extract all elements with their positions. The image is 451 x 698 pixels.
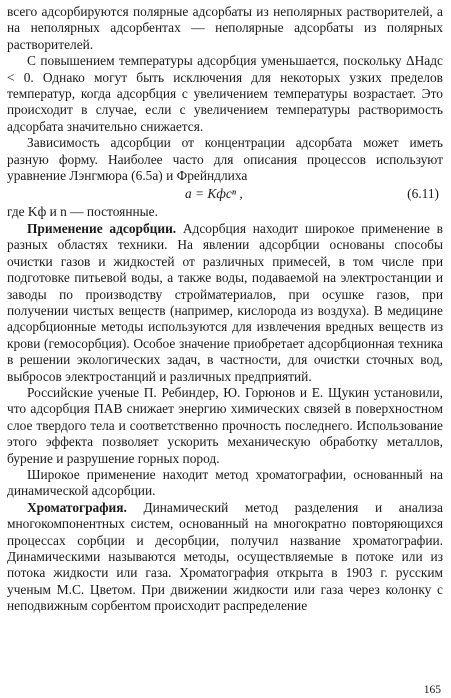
section-heading-applications: Применение адсорбции. <box>27 220 177 236</box>
chromatography-text: Динамический метод разделения и анализа многокомпонентных систем, основанный на многократно повторяющихся процессах сорбции и десорбции, получил название хроматографии. Динамическими называются методы, осуществляемые в потоке или из потока жидкости или газа. Хроматография открыта в 1903 г. русским ученым М.С. Цветом. При движении жидкости или газа через колонку с неподвижным сорбентом происходит распределение <box>7 499 443 614</box>
formula-expression: a = Kфcⁿ , <box>185 186 243 202</box>
paragraph-temperature: С повышением температуры адсорбция уменьшается, поскольку ΔHадс < 0. Однако могут быть исключения для некоторых узких пределов температур, когда адсорбция с увеличением температуры возрастает. Это происходит в случае, если с увеличением температуры растворимость адсорбата значительно снижается. <box>7 53 443 134</box>
paragraph-polar-adsorbates: всего адсорбируются полярные адсорбаты из неполярных растворителей, а на неполярных адсорбентах — неполярные адсорбаты из полярных растворителей. <box>7 4 443 52</box>
formula-note: где Kф и n — постоянные. <box>7 204 158 220</box>
equation-number: (6.11) <box>407 186 439 202</box>
applications-text: Адсорбция находит широкое применение в разных областях техники. На явлении адсорбции основаны способы очистки газов и жидкостей от различных примесей, в том числе при подготовке питьевой воды, а также воды, подаваемой на электростанции и заводы по производству стройматериалов, при осушке газов, при получении чистых веществ (например, кислорода из воздуха). В медицине адсорбционные методы используются для извлечения вредных веществ из крови (гемосорбция). Особое значение приобретает адсорбционная техника в решении экологических задач, в частности, для очистки сточных вод, выбросов электростанций и различных предприятий. <box>7 220 443 384</box>
paragraph-chromatography <box>7 500 443 615</box>
paragraph-chromatography-use: Широкое применение находит метод хроматографии, основанный на динамической адсорбции. <box>7 466 443 499</box>
section-heading-chromatography: Хроматография. <box>27 499 127 515</box>
page-number: 165 <box>423 684 441 696</box>
freundlich-equation <box>7 184 443 204</box>
paragraph-rebinder: Российские ученые П. Ребиндер, Ю. Горюнов и Е. Щукин установили, что адсорбция ПАВ снижает энергию химических связей в поверхностном слое твердого тела и соответственно прочность последнего. Использование этого эффекта позволяет ускорить механическую обработку металлов, бурение и разрушение горных пород. <box>7 384 443 466</box>
paragraph-concentration: Зависимость адсорбции от концентрации адсорбата может иметь разную форму. Наиболее часто для описания процессов используют уравнение Лэнгмюра (6.5а) и Фрейндлиха <box>7 135 443 184</box>
paragraph-applications <box>7 221 443 385</box>
